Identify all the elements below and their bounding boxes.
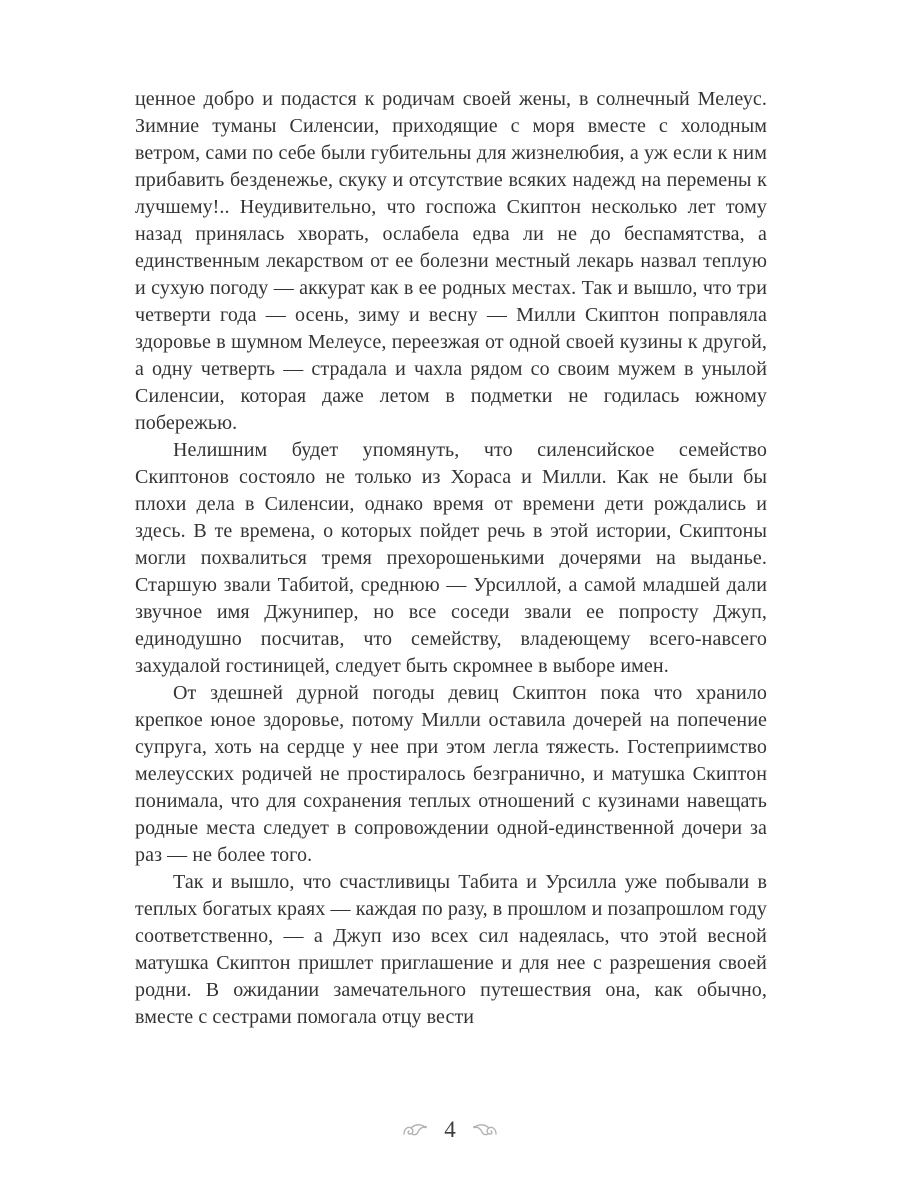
fleuron-icon xyxy=(402,1122,428,1138)
page-number: 4 xyxy=(444,1117,456,1142)
paragraph: ценное добро и подастся к родичам своей жены, в солнечный Мелеус. Зимние туманы Силенсии, приходящие с моря вместе с холодным ветром, сами по себе были губительны для жизнелюбия, а уж если к ним прибавить безденежье, скуку и отсутствие всяких надежд на перемены к лучшему!.. Неудивительно, что госпожа Скиптон несколько лет тому назад принялась хворать, ослабела едва ли не до беспамятства, а единственным лекарством от ее болезни местный лекарь назвал теплую и сухую погоду — аккурат как в ее родных местах. Так и вышло, что три четверти года — осень, зиму и весну — Милли Скиптон поправляла здоровье в шумном Мелеусе, переезжая от одной своей кузины к другой, а одну четверть — страдала и чахла рядом со своим мужем в унылой Силенсии, которая даже летом в подметки не годилась южному побережью. xyxy=(135,88,767,434)
page-footer xyxy=(0,1118,900,1141)
paragraph: Так и вышло, что счастливицы Табита и Урсилла уже побывали в теплых богатых краях — каждая по разу, в прошлом и позапрошлом году соответственно, — а Джуп изо всех сил надеялась, что этой весной матушка Скиптон пришлет приглашение и для нее с разрешения своей родни. В ожидании замечательного путешествия она, как обычно, вместе с сестрами помогала отцу вести xyxy=(135,871,767,1028)
paragraph: От здешней дурной погоды девиц Скиптон пока что хранило крепкое юное здоровье, потому Милли оставила дочерей на попечение супруга, хоть на сердце у нее при этом легла тяжесть. Гостеприимство мелеусских родичей не простиралось безгранично, и матушка Скиптон понимала, что для сохранения теплых отношений с кузинами навещать родные места следует в сопровождении одной-единственной дочери за раз — не более того. xyxy=(135,682,767,866)
text-block xyxy=(135,86,767,1031)
fleuron-icon xyxy=(472,1122,498,1138)
paragraph: Нелишним будет упомянуть, что силенсийское семейство Скиптонов состояло не только из Хораса и Милли. Как не были бы плохи дела в Силенсии, однако время от времени дети рождались и здесь. В те времена, о которых пойдет речь в этой истории, Скиптоны могли похвалиться тремя прехорошенькими дочерями на выданье. Старшую звали Табитой, среднюю — Урсиллой, а самой младшей дали звучное имя Джунипер, но все соседи звали ее попросту Джуп, единодушно посчитав, что семейству, владеющему всего-навсего захудалой гостиницей, следует быть скромнее в выборе имен. xyxy=(135,439,767,677)
